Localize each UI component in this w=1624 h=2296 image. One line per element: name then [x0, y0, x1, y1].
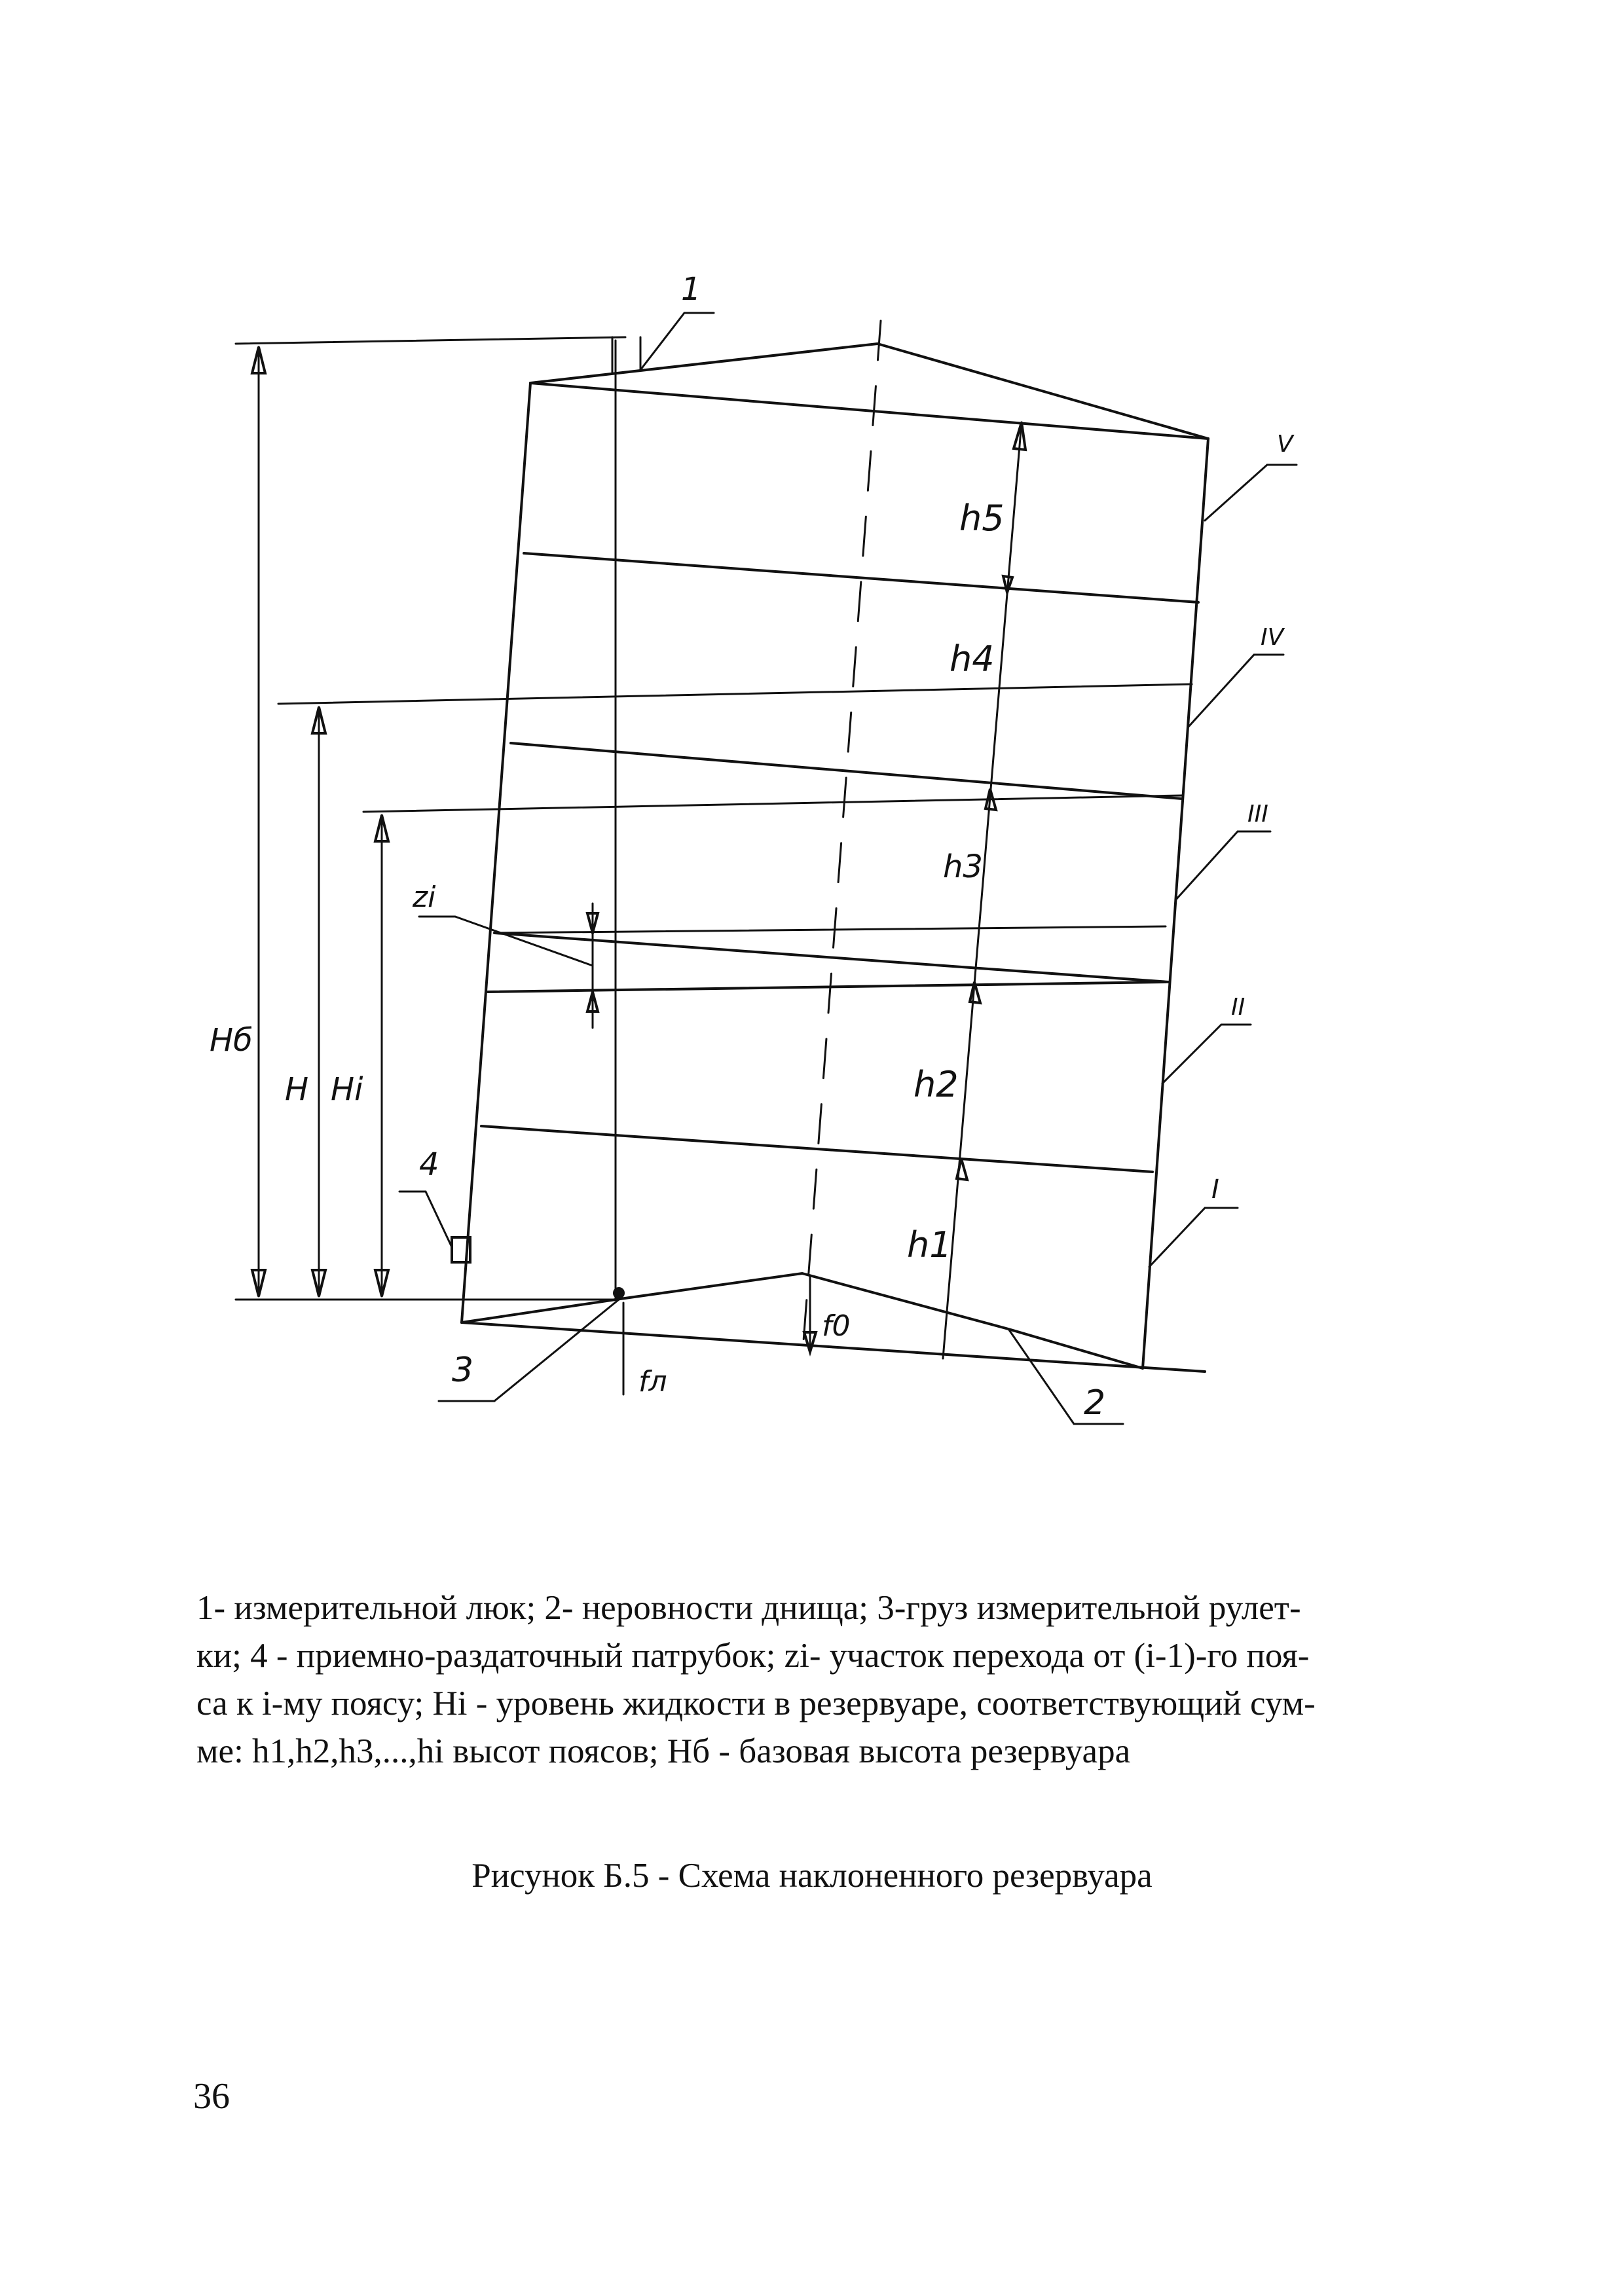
label-h3: h3 — [943, 848, 983, 885]
label-belt-V: V — [1277, 431, 1293, 458]
leader-IV — [1189, 655, 1283, 727]
dim-h-axis — [943, 422, 1022, 1358]
leader-II — [1162, 1025, 1251, 1084]
label-Hb: Hб — [210, 1022, 253, 1059]
leader-zi — [419, 917, 593, 966]
label-callout-4: 4 — [419, 1146, 439, 1183]
label-belt-IV: IV — [1261, 624, 1284, 651]
tape-weight — [613, 1287, 625, 1299]
label-f0: f0 — [822, 1309, 851, 1343]
tank-left-wall — [462, 383, 530, 1322]
figure-legend — [196, 1584, 1480, 1776]
label-fl: fл — [638, 1365, 667, 1398]
belt-seam-5 — [524, 553, 1198, 602]
tank-axis — [802, 321, 881, 1358]
arrow-h1-top — [957, 1159, 967, 1180]
leader-4 — [399, 1192, 452, 1247]
label-h1: h1 — [907, 1224, 952, 1266]
legend-line-3: са к i-му поясу; Hi - уровень жидкости в резервуаре, соответствующий сум- — [196, 1685, 1316, 1722]
label-callout-3: 3 — [452, 1351, 474, 1390]
tank-bottom-profile — [462, 1273, 1143, 1368]
legend-line-4: ме: h1,h2,h3,...,hi высот поясов; Hб - базовая высота резервуара — [196, 1732, 1131, 1770]
label-h2: h2 — [913, 1064, 959, 1105]
level-Hb-top — [236, 337, 625, 344]
label-Hi: Hi — [331, 1071, 363, 1108]
label-H: H — [285, 1071, 309, 1108]
page-number: 36 — [193, 2076, 230, 2117]
label-zi: zi — [413, 881, 436, 914]
legend-line-2: ки; 4 - приемно-раздаточный патрубок; zi- участок перехода от (i-1)-го поя- — [196, 1637, 1310, 1675]
leader-V — [1205, 465, 1297, 520]
belt-seam-1 — [481, 1126, 1153, 1172]
leader-2 — [1008, 1329, 1123, 1424]
label-belt-I: I — [1211, 1175, 1219, 1205]
leader-I — [1149, 1208, 1238, 1267]
belt-seam-2 — [488, 982, 1166, 992]
level-Hi — [363, 795, 1182, 812]
label-belt-II: II — [1231, 994, 1246, 1021]
leader-1 — [640, 313, 714, 370]
label-callout-2: 2 — [1084, 1383, 1106, 1423]
label-belt-III: III — [1247, 801, 1268, 828]
figure-caption: Рисунок Б.5 - Схема наклоненного резервуара — [471, 1857, 1153, 1895]
label-h5: h5 — [959, 498, 1005, 539]
label-callout-1: 1 — [681, 271, 701, 308]
belt-seam-4 — [511, 743, 1182, 799]
tank-right-wall — [1143, 439, 1208, 1368]
leader-III — [1175, 831, 1270, 900]
label-h4: h4 — [950, 638, 995, 680]
legend-line-1: 1- измерительной люк; 2- неровности днища; 3-груз измерительной рулет- — [196, 1589, 1301, 1627]
level-H — [278, 684, 1192, 704]
